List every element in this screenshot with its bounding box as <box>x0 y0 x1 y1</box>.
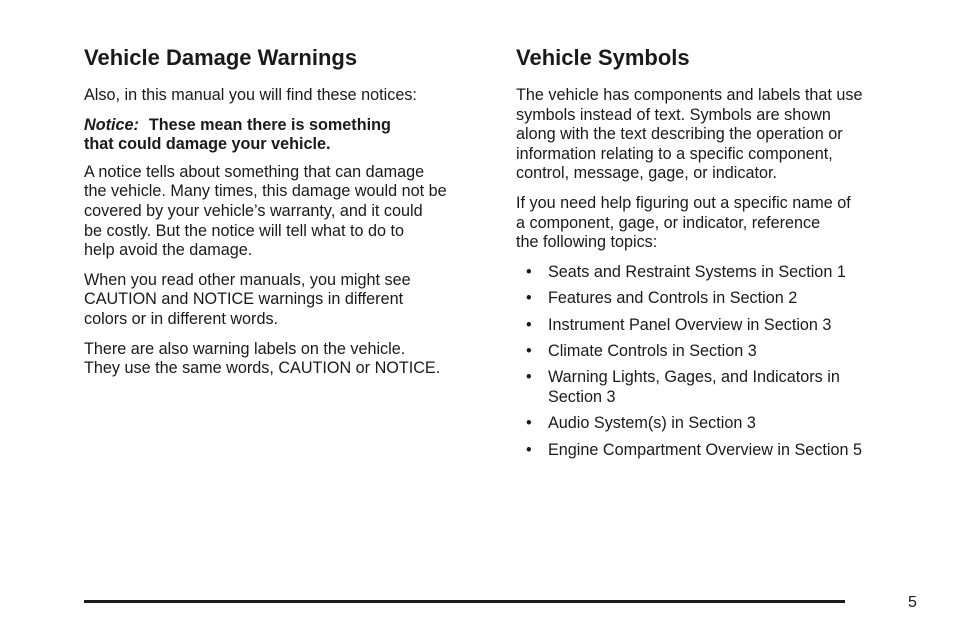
topic-text: Section 3 <box>548 387 616 406</box>
list-item <box>516 342 908 362</box>
topic-text: Engine Compartment Overview in Section 5 <box>548 440 863 459</box>
section-title-vehicle-symbols: Vehicle Symbols <box>516 45 690 70</box>
page-number: 5 <box>908 594 917 611</box>
text-line: along with the text describing the operation or <box>516 125 843 144</box>
bullet-icon: • <box>526 368 532 387</box>
bullet-icon: • <box>526 341 532 360</box>
text-line: The vehicle has components and labels that use <box>516 86 863 104</box>
section-title-damage-warnings: Vehicle Damage Warnings <box>84 45 358 70</box>
bullet-icon: • <box>526 289 532 308</box>
text-line: A notice tells about something that can damage <box>84 162 425 181</box>
other-manuals-paragraph <box>84 271 494 330</box>
list-item <box>516 368 908 407</box>
notice-label: Notice: <box>84 115 139 134</box>
list-item <box>516 289 908 309</box>
list-item <box>516 441 908 461</box>
warning-labels-paragraph <box>84 340 494 379</box>
text-line: a component, gage, or indicator, reference <box>516 213 821 232</box>
text-line: They use the same words, CAUTION or NOTICE. <box>84 359 441 378</box>
notice-line: These mean there is something <box>148 115 391 134</box>
text-line: When you read other manuals, you might see <box>84 270 411 289</box>
text-line: CAUTION and NOTICE warnings in different <box>84 290 404 309</box>
left-column <box>84 44 494 389</box>
list-item <box>516 316 908 336</box>
text-line: colors or in different words. <box>84 309 279 328</box>
intro-text: Also, in this manual you will find these notices: <box>84 86 417 104</box>
topics-list <box>516 263 908 461</box>
bullet-icon: • <box>526 315 532 334</box>
topic-text: Warning Lights, Gages, and Indicators in <box>548 368 840 387</box>
bullet-icon: • <box>526 262 532 281</box>
text-line: There are also warning labels on the vehicle. <box>84 339 406 358</box>
notice-explanation-paragraph <box>84 163 494 261</box>
bullet-icon: • <box>526 414 532 433</box>
topic-text: Instrument Panel Overview in Section 3 <box>548 315 832 334</box>
text-line: help avoid the damage. <box>84 241 253 260</box>
text-line: information relating to a specific component, <box>516 144 833 163</box>
topic-text: Seats and Restraint Systems in Section 1 <box>548 262 846 281</box>
help-paragraph <box>516 194 908 253</box>
bullet-icon: • <box>526 440 532 459</box>
text-line: be costly. But the notice will tell what to do to <box>84 221 405 240</box>
topic-text: Features and Controls in Section 2 <box>548 289 798 308</box>
text-line: the vehicle. Many times, this damage would not be <box>84 182 447 201</box>
text-line: control, message, gage, or indicator. <box>516 164 777 183</box>
text-line: symbols instead of text. Symbols are shown <box>516 105 831 124</box>
notice-line: that could damage your vehicle. <box>84 135 331 154</box>
notice-block <box>84 116 494 155</box>
text-line: covered by your vehicle’s warranty, and it could <box>84 201 423 220</box>
list-item <box>516 263 908 283</box>
topic-text: Audio System(s) in Section 3 <box>548 414 756 433</box>
right-column <box>516 44 908 467</box>
text-line: If you need help figuring out a specific name of <box>516 193 851 212</box>
footer-rule <box>84 600 845 603</box>
text-line: the following topics: <box>516 233 658 252</box>
list-item <box>516 414 908 434</box>
topic-text: Climate Controls in Section 3 <box>548 341 757 360</box>
symbols-paragraph <box>516 86 908 184</box>
